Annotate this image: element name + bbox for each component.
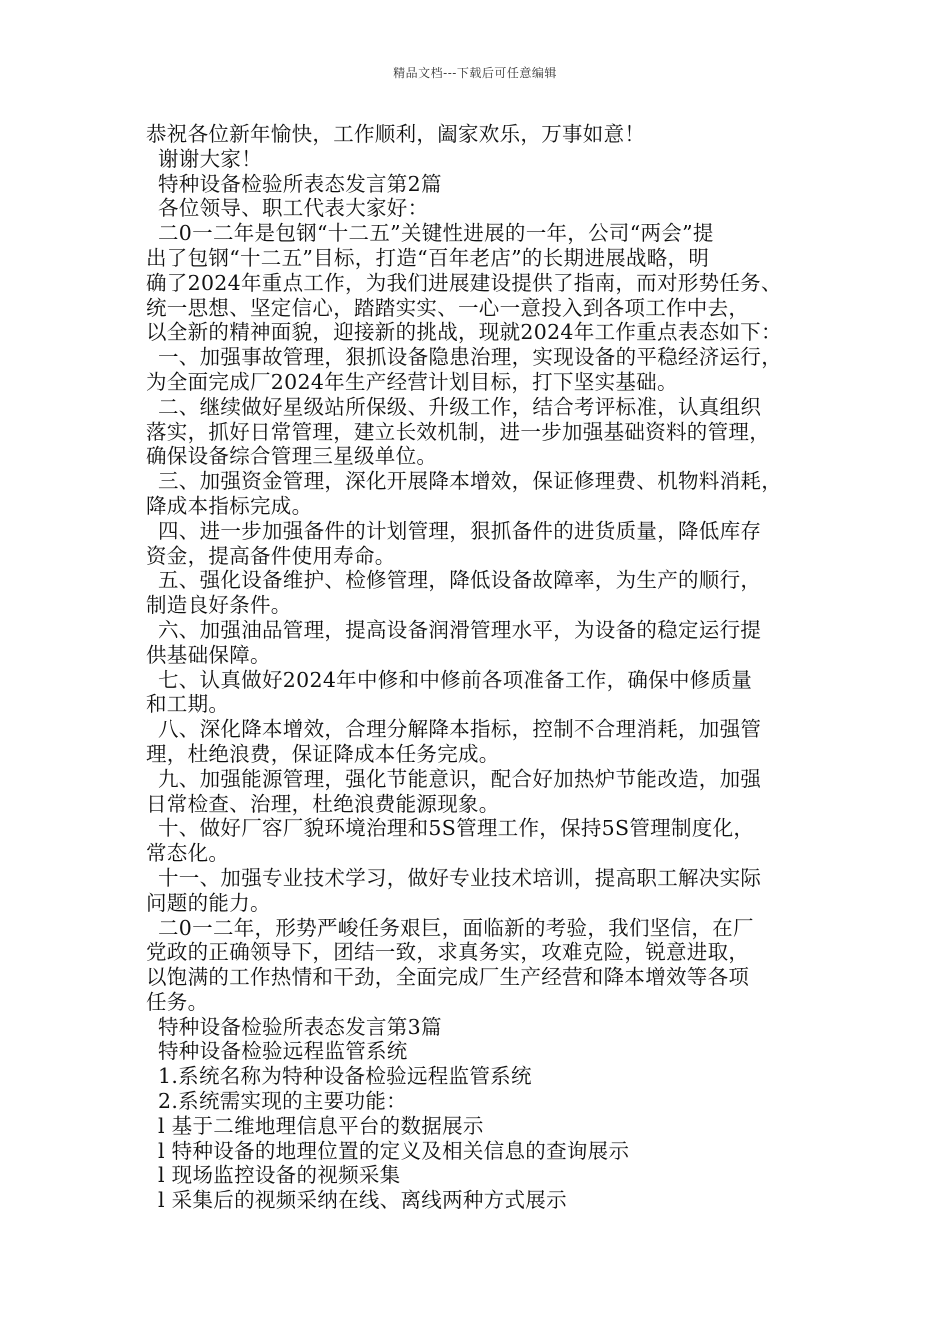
text-line: 供基础保障。 <box>146 642 271 667</box>
text-line: 特种设备检验所表态发言第2篇 <box>158 171 442 196</box>
text-line: 1.系统名称为特种设备检验远程监管系统 <box>158 1064 532 1089</box>
text-line: 四、进一步加强备件的计划管理，狠抓备件的进货质量，降低库存 <box>158 518 762 543</box>
text-line: 特种设备检验远程监管系统 <box>158 1039 408 1064</box>
text-line: 一、加强事故管理，狠抓设备隐患治理，实现设备的平稳经济运行， <box>158 345 782 370</box>
text-line: 统一思想、坚定信心，踏踏实实、一心一意投入到各项工作中去， <box>146 295 750 320</box>
text-line: 六、加强油品管理，提高设备润滑管理水平，为设备的稳定运行提 <box>158 617 762 642</box>
text-line: 十一、加强专业技术学习，做好专业技术培训，提高职工解决实际 <box>158 865 762 890</box>
text-line: 党政的正确领导下，团结一致，求真务实，攻难克险，锐意进取， <box>146 940 750 965</box>
text-line: 八、深化降本增效，合理分解降本指标，控制不合理消耗，加强管 <box>158 717 762 742</box>
text-line: 恭祝各位新年愉快，工作顺利，阖家欢乐，万事如意！ <box>146 122 646 146</box>
text-line: 落实，抓好日常管理，建立长效机制，进一步加强基础资料的管理， <box>146 419 770 444</box>
text-line: 二0一二年，形势严峻任务艰巨，面临新的考验，我们坚信，在厂 <box>158 915 754 940</box>
text-line: 2.系统需实现的主要功能： <box>158 1089 407 1114</box>
text-line: 制造良好条件。 <box>146 593 292 618</box>
text-line: 任务。 <box>146 989 209 1014</box>
document-body <box>146 122 826 1213</box>
text-line: 为全面完成厂2024年生产经营计划目标，打下坚实基础。 <box>146 369 678 394</box>
text-line: 理，杜绝浪费，保证降成本任务完成。 <box>146 741 500 766</box>
text-line: 三、加强资金管理，深化开展降本增效，保证修理费、机物料消耗， <box>158 469 782 494</box>
page-header: 精品文档---下载后可任意编辑 <box>393 66 557 80</box>
text-line: l 基于二维地理信息平台的数据展示 <box>158 1113 484 1138</box>
text-line: 各位领导、职工代表大家好： <box>158 196 429 221</box>
text-line: 和工期。 <box>146 692 230 717</box>
text-line: l 特种设备的地理位置的定义及相关信息的查询展示 <box>158 1138 630 1163</box>
text-line: l 采集后的视频采纳在线、离线两种方式展示 <box>158 1188 567 1213</box>
text-line: 以全新的精神面貌，迎接新的挑战，现就2024年工作重点表态如下： <box>146 320 782 345</box>
text-line: 日常检查、治理，杜绝浪费能源现象。 <box>146 791 500 816</box>
text-line: 确保设备综合管理三星级单位。 <box>146 444 438 469</box>
text-line: 二0一二年是包钢“十二五”关键性进展的一年，公司“两会”提 <box>158 221 714 246</box>
text-line: 问题的能力。 <box>146 890 271 915</box>
text-line: 五、强化设备维护、检修管理，降低设备故障率，为生产的顺行， <box>158 568 762 593</box>
text-line: 出了包钢“十二五”目标，打造“百年老店”的长期进展战略，明 <box>146 245 710 270</box>
text-line: 资金，提高备件使用寿命。 <box>146 543 396 568</box>
text-line: 确了2024年重点工作，为我们进展建设提供了指南，而对形势任务、 <box>146 270 782 295</box>
text-line: 常态化。 <box>146 841 230 866</box>
text-line: 以饱满的工作热情和干劲，全面完成厂生产经营和降本增效等各项 <box>146 965 750 990</box>
text-line: 降成本指标完成。 <box>146 493 313 518</box>
text-line: 十、做好厂容厂貌环境治理和5S管理工作，保持5S管理制度化， <box>158 816 755 841</box>
text-line: 谢谢大家！ <box>158 146 262 171</box>
text-line: 七、认真做好2024年中修和中修前各项准备工作，确保中修质量 <box>158 667 753 692</box>
text-line: 特种设备检验所表态发言第3篇 <box>158 1014 442 1039</box>
text-line: 九、加强能源管理，强化节能意识，配合好加热炉节能改造，加强 <box>158 766 762 791</box>
text-line: l 现场监控设备的视频采集 <box>158 1163 401 1188</box>
text-line: 二、继续做好星级站所保级、升级工作，结合考评标准，认真组织 <box>158 394 762 419</box>
